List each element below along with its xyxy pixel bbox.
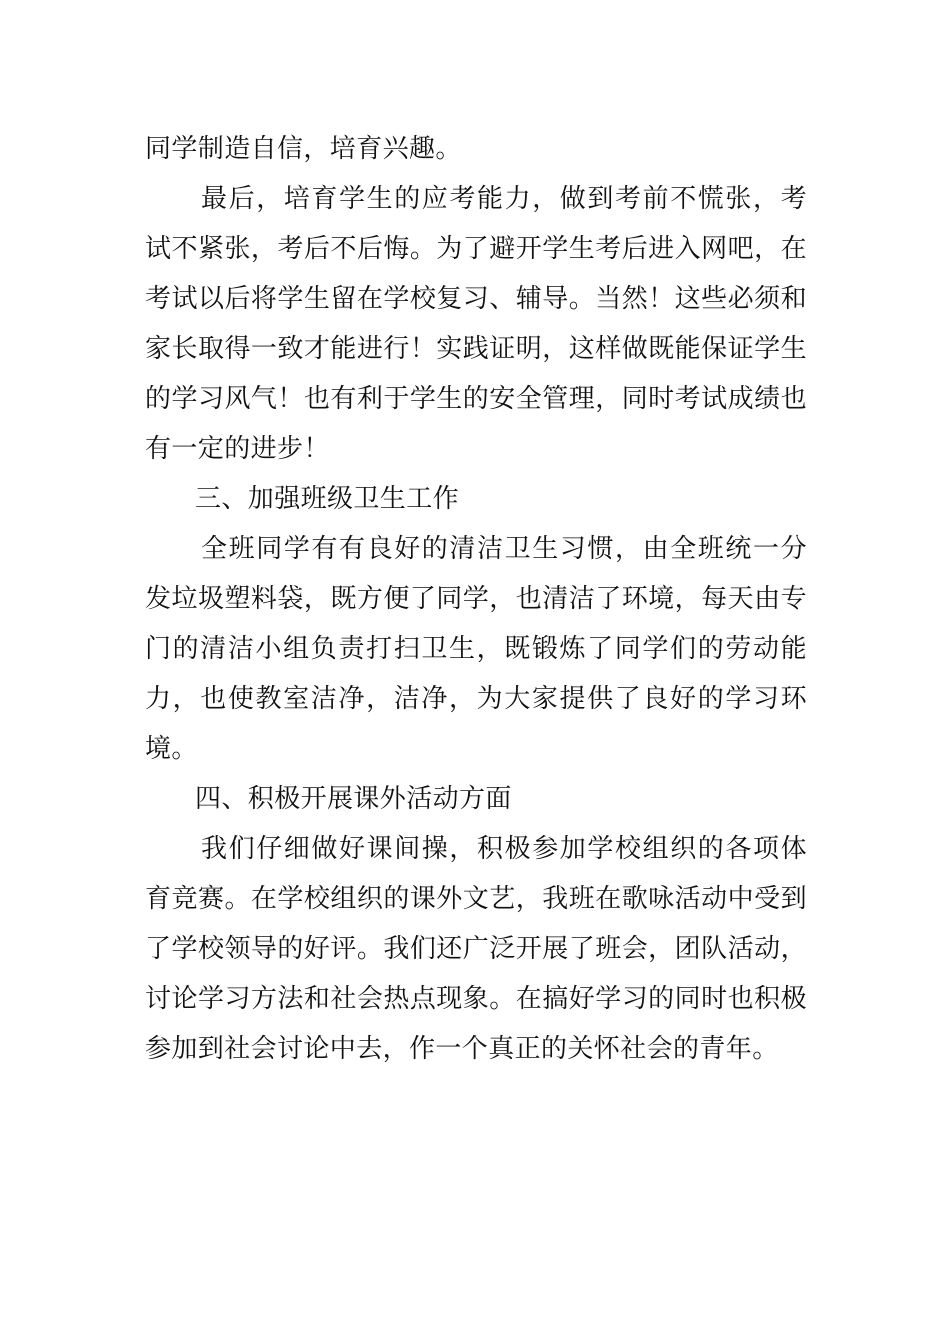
section-heading-hygiene: 三、加强班级卫生工作 (195, 484, 460, 514)
paragraph-exam-ability: 最后，培育学生的应考能力，做到考前不慌张，考试不紧张，考后不后悔。为了避开学生考后进入网吧，在考试以后将学生留在学校复习、辅导。当然！这些必须和家长取得一致才能进行！实践证明，这样做既能保证学生的学习风气！也有利于学生的安全管理，同时考试成绩也有一定的进步！ (145, 184, 807, 464)
section-heading-activities: 四、积极开展课外活动方面 (195, 784, 512, 814)
document-body (145, 124, 807, 1074)
paragraph-continuation: 同学制造自信，培育兴趣。 (145, 134, 462, 164)
paragraph-activities: 我们仔细做好课间操，积极参加学校组织的各项体育竞赛。在学校组织的课外文艺，我班在歌咏活动中受到了学校领导的好评。我们还广泛开展了班会，团队活动，讨论学习方法和社会热点现象。在搞好学习的同时也积极参加到社会讨论中去，作一个真正的关怀社会的青年。 (145, 834, 807, 1064)
paragraph-hygiene: 全班同学有有良好的清洁卫生习惯，由全班统一分发垃圾塑料袋，既方便了同学，也清洁了环境，每天由专门的清洁小组负责打扫卫生，既锻炼了同学们的劳动能力，也使教室洁净，洁净，为大家提供了良好的学习环境。 (145, 534, 807, 764)
